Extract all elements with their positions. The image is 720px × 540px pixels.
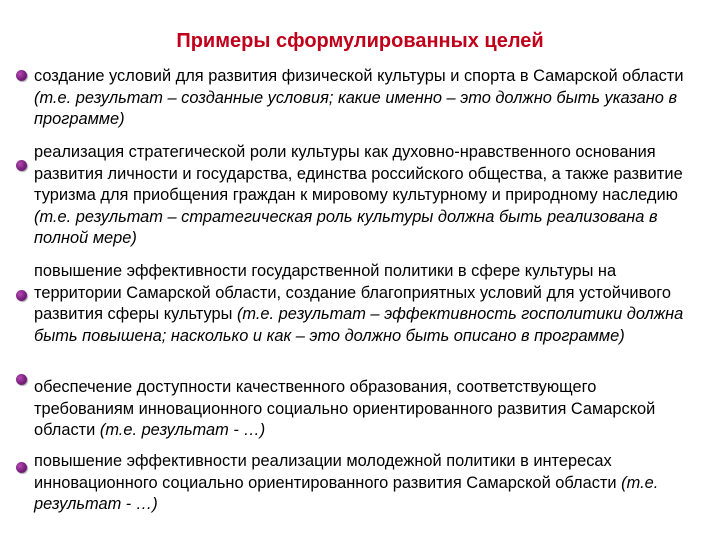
list-item	[34, 377, 694, 442]
bullet-icon	[16, 160, 27, 171]
item-note: (т.е. результат – созданные условия; какие именно – это должно быть указано в программе)	[34, 88, 677, 128]
bullet-icon	[16, 70, 27, 81]
list-item	[34, 66, 694, 131]
list-item	[34, 261, 694, 347]
item-note: (т.е. результат - …)	[99, 421, 266, 439]
item-text: повышение эффективности реализации молодежной политики в интересах инновационного социально ориентированного развития Самарской области	[34, 452, 622, 492]
list-item	[34, 451, 694, 516]
page-title: Примеры сформулированных целей	[176, 30, 544, 52]
list-item	[34, 142, 694, 250]
item-text: обеспечение доступности качественного образования, соответствующего требованиям инновационного социально ориентированного развития Самарской области	[34, 378, 656, 439]
bullet-icon	[16, 462, 27, 473]
item-text: создание условий для развития физической культуры и спорта в Самарской области	[34, 67, 684, 85]
bullet-icon	[16, 290, 27, 301]
item-text: повышение эффективности государственной политики в сфере культуры на территории Самарской области, создание благоприятных условий для устойчивого развития сферы культуры	[34, 262, 671, 323]
item-note: (т.е. результат – стратегическая роль культуры должна быть реализована в полной мере)	[34, 207, 658, 247]
item-note: (т.е. результат - …)	[34, 473, 659, 513]
item-note: (т.е. результат – эффективность госполитики должна быть повышена; насколько и как – это должно быть описано в программе)	[34, 305, 684, 345]
item-text: реализация стратегической роли культуры как духовно-нравственного основания развития личности и государства, единства российского общества, а также развитие туризма для приобщения граждан к мировому культурному и природному наследию	[34, 143, 683, 204]
bullet-icon	[16, 374, 27, 385]
